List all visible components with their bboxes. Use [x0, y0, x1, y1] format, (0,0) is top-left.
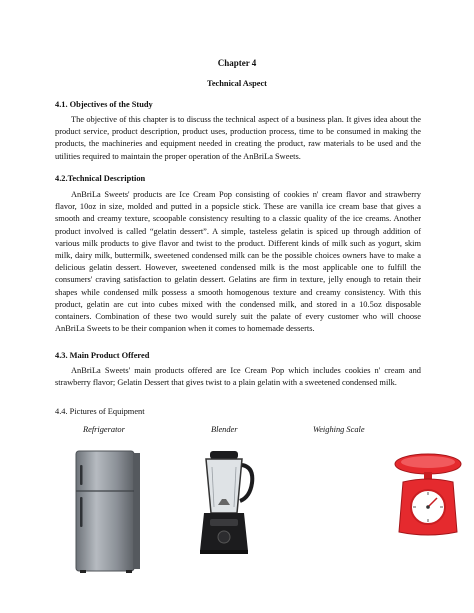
refrigerator-image [72, 449, 144, 575]
caption-refrigerator: Refrigerator [83, 425, 125, 434]
section-title: Technical Aspect [207, 79, 267, 88]
paragraph-objectives: The objective of this chapter is to discuss the technical aspect of a business plan. It gives idea about the product service, product description, product uses, production process, time to be consumed in making the products, the machineries and equipment needed in creating the product, raw materials to be used and the utilities required to maintain the proper operation of the AnBriLa Sweets. [55, 115, 421, 161]
heading-objectives: 4.1. Objectives of the Study [55, 100, 153, 109]
paragraph-main-product: AnBriLa Sweets' main products offered are Ice Cream Pop which includes cookies n' cream and strawberry flavor; Gelatin Dessert that gives twist to a plain gelatin with a sweetened condensed milk. [55, 366, 421, 388]
weighing-scale-image [393, 452, 463, 538]
heading-main-product: 4.3. Main Product Offered [55, 351, 150, 360]
caption-weighing-scale: Weighing Scale [313, 425, 365, 434]
caption-blender: Blender [211, 425, 238, 434]
heading-pictures-of-equipment: 4.4. Pictures of Equipment [55, 407, 145, 416]
heading-technical-description: 4.2.Technical Description [55, 174, 146, 183]
paragraph-technical-description: AnBriLa Sweets' products are Ice Cream Pop consisting of cookies n' cream flavor and strawberry flavor, 10oz in size, molded and putted in a popsicle stick. These are vanilla ice cream base that gives a smooth and creamy texture, scoopable consistency resulting to a classic quality of the ice creams. Another product involved is called “gelatin dessert”. A simple, tasteless gelatin is spiced up through addition of various milk products to give flavor and twist to the product. Different kinds of milk such as yogurt, skim milk, dairy milk, buttermilk, sweetened condensed milk can be the possible choices owners have to make a delicious gelatin dessert. However, sweetened condensed milk is the most applicable one to fulfill the consumers' craving satisfaction to gelatin dessert. Gelatins are firm in texture, jelly enough to retain their shapes while condensed milk possess a smooth homogenous texture and creamy consistency. With this product, gelatin are cut into cubes mixed with the condensed milk, and stored in a 10.5oz disposable containers. Combination of these two would surely suit the palate of every customer who will choose AnBriLa Sweets to be their companion when it comes to homemade desserts. [55, 190, 421, 334]
blender-image [190, 447, 264, 557]
chapter-number: Chapter 4 [217, 58, 257, 68]
